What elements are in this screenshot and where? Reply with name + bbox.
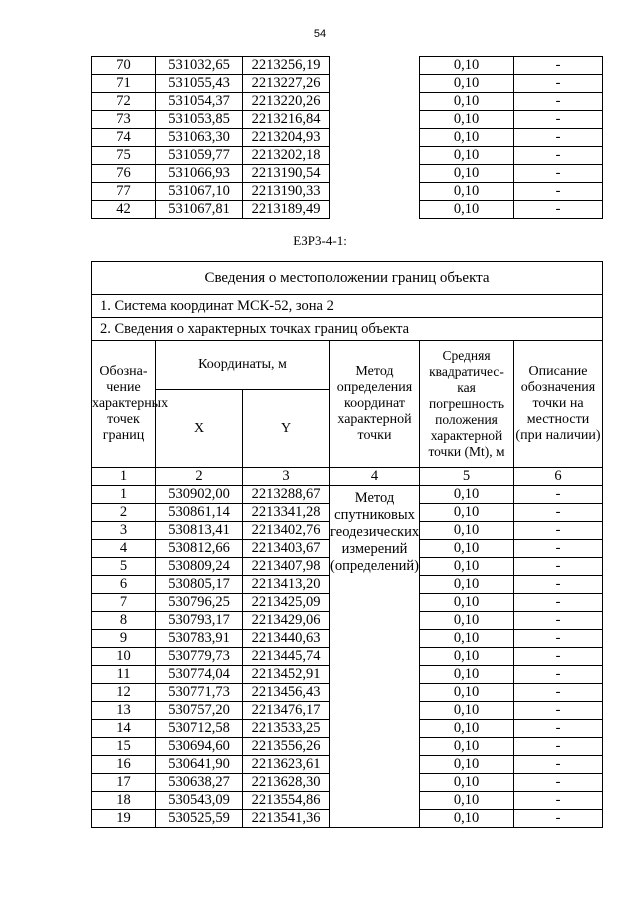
x-coordinate-cell: 531063,30 xyxy=(156,129,243,147)
boundary-points-table xyxy=(91,261,603,828)
x-coordinate-cell: 530861,14 xyxy=(156,504,243,522)
table-row xyxy=(92,57,603,75)
description-cell: - xyxy=(514,756,603,774)
description-cell: - xyxy=(514,774,603,792)
y-coordinate-cell: 2213190,33 xyxy=(243,183,330,201)
table-title: Сведения о местоположении границ объекта xyxy=(92,262,603,295)
error-cell: 0,10 xyxy=(420,504,514,522)
page-number: 54 xyxy=(313,28,327,40)
x-coordinate-cell: 530793,17 xyxy=(156,612,243,630)
method-gap-cell xyxy=(330,129,420,147)
description-cell: - xyxy=(514,666,603,684)
point-number-cell: 2 xyxy=(92,504,156,522)
point-number-cell: 76 xyxy=(92,165,156,183)
x-coordinate-cell: 530525,59 xyxy=(156,810,243,828)
description-cell: - xyxy=(514,111,603,129)
error-cell: 0,10 xyxy=(420,558,514,576)
point-number-cell: 17 xyxy=(92,774,156,792)
column-number-cell: 5 xyxy=(420,468,514,486)
x-coordinate-cell: 530771,73 xyxy=(156,684,243,702)
continuation-table xyxy=(91,56,603,219)
error-cell: 0,10 xyxy=(420,630,514,648)
point-number-cell: 75 xyxy=(92,147,156,165)
header-coords: Координаты, м xyxy=(156,341,330,390)
x-coordinate-cell: 531066,93 xyxy=(156,165,243,183)
description-cell: - xyxy=(514,792,603,810)
point-number-cell: 13 xyxy=(92,702,156,720)
column-numbers-row xyxy=(92,468,603,486)
error-cell: 0,10 xyxy=(420,522,514,540)
method-gap-cell xyxy=(330,75,420,93)
x-coordinate-cell: 530813,41 xyxy=(156,522,243,540)
y-coordinate-cell: 2213403,67 xyxy=(243,540,330,558)
x-coordinate-cell: 531067,81 xyxy=(156,201,243,219)
description-cell: - xyxy=(514,129,603,147)
header-designation: Обозна-чение характерных точек границ xyxy=(92,341,156,468)
description-cell: - xyxy=(514,738,603,756)
point-number-cell: 15 xyxy=(92,738,156,756)
section-label: ЕЗР3-4-1: xyxy=(293,233,347,248)
column-number-cell: 4 xyxy=(330,468,420,486)
error-cell: 0,10 xyxy=(420,129,514,147)
error-cell: 0,10 xyxy=(420,648,514,666)
error-cell: 0,10 xyxy=(420,165,514,183)
point-number-cell: 19 xyxy=(92,810,156,828)
description-cell: - xyxy=(514,630,603,648)
x-coordinate-cell: 530809,24 xyxy=(156,558,243,576)
y-coordinate-cell: 2213341,28 xyxy=(243,504,330,522)
x-coordinate-cell: 530779,73 xyxy=(156,648,243,666)
description-cell: - xyxy=(514,183,603,201)
method-gap-cell xyxy=(330,183,420,201)
table-row xyxy=(92,147,603,165)
point-number-cell: 70 xyxy=(92,57,156,75)
error-cell: 0,10 xyxy=(420,75,514,93)
description-cell: - xyxy=(514,648,603,666)
y-coordinate-cell: 2213623,61 xyxy=(243,756,330,774)
y-coordinate-cell: 2213227,26 xyxy=(243,75,330,93)
error-cell: 0,10 xyxy=(420,540,514,558)
error-cell: 0,10 xyxy=(420,57,514,75)
description-cell: - xyxy=(514,504,603,522)
error-cell: 0,10 xyxy=(420,666,514,684)
x-coordinate-cell: 530641,90 xyxy=(156,756,243,774)
point-number-cell: 3 xyxy=(92,522,156,540)
error-cell: 0,10 xyxy=(420,810,514,828)
description-cell: - xyxy=(514,702,603,720)
point-number-cell: 11 xyxy=(92,666,156,684)
x-coordinate-cell: 531032,65 xyxy=(156,57,243,75)
y-coordinate-cell: 2213541,36 xyxy=(243,810,330,828)
y-coordinate-cell: 2213429,06 xyxy=(243,612,330,630)
error-cell: 0,10 xyxy=(420,486,514,504)
point-number-cell: 1 xyxy=(92,486,156,504)
y-coordinate-cell: 2213556,26 xyxy=(243,738,330,756)
method-gap-cell xyxy=(330,165,420,183)
description-cell: - xyxy=(514,720,603,738)
header-y: Y xyxy=(243,390,330,468)
x-coordinate-cell: 530757,20 xyxy=(156,702,243,720)
point-number-cell: 9 xyxy=(92,630,156,648)
continuation-table-body xyxy=(92,57,603,219)
description-cell: - xyxy=(514,147,603,165)
y-coordinate-cell: 2213554,86 xyxy=(243,792,330,810)
point-number-cell: 73 xyxy=(92,111,156,129)
header-description: Описание обозначения точки на местности (при наличии) xyxy=(514,341,603,468)
x-coordinate-cell: 531055,43 xyxy=(156,75,243,93)
error-cell: 0,10 xyxy=(420,183,514,201)
y-coordinate-cell: 2213533,25 xyxy=(243,720,330,738)
y-coordinate-cell: 2213407,98 xyxy=(243,558,330,576)
error-cell: 0,10 xyxy=(420,720,514,738)
x-coordinate-cell: 530805,17 xyxy=(156,576,243,594)
description-cell: - xyxy=(514,75,603,93)
point-number-cell: 74 xyxy=(92,129,156,147)
method-cell: Метод спутниковых геодезических измерений (определений) xyxy=(330,486,420,828)
y-coordinate-cell: 2213456,43 xyxy=(243,684,330,702)
points-info-line: 2. Сведения о характерных точках границ объекта xyxy=(92,318,603,341)
column-number-cell: 3 xyxy=(243,468,330,486)
header-error: Средняя квадратичес-кая погрешность положения характерной точки (Mt), м xyxy=(420,341,514,468)
y-coordinate-cell: 2213189,49 xyxy=(243,201,330,219)
y-coordinate-cell: 2213204,93 xyxy=(243,129,330,147)
point-number-cell: 5 xyxy=(92,558,156,576)
error-cell: 0,10 xyxy=(420,594,514,612)
point-number-cell: 42 xyxy=(92,201,156,219)
description-cell: - xyxy=(514,558,603,576)
table-row xyxy=(92,129,603,147)
table-row xyxy=(92,165,603,183)
y-coordinate-cell: 2213628,30 xyxy=(243,774,330,792)
description-cell: - xyxy=(514,93,603,111)
header-x: X xyxy=(156,390,243,468)
point-number-cell: 14 xyxy=(92,720,156,738)
point-number-cell: 71 xyxy=(92,75,156,93)
description-cell: - xyxy=(514,201,603,219)
error-cell: 0,10 xyxy=(420,201,514,219)
error-cell: 0,10 xyxy=(420,111,514,129)
x-coordinate-cell: 530796,25 xyxy=(156,594,243,612)
x-coordinate-cell: 530638,27 xyxy=(156,774,243,792)
y-coordinate-cell: 2213425,09 xyxy=(243,594,330,612)
column-number-cell: 1 xyxy=(92,468,156,486)
description-cell: - xyxy=(514,612,603,630)
x-coordinate-cell: 531054,37 xyxy=(156,93,243,111)
error-cell: 0,10 xyxy=(420,684,514,702)
error-cell: 0,10 xyxy=(420,756,514,774)
description-cell: - xyxy=(514,165,603,183)
y-coordinate-cell: 2213476,17 xyxy=(243,702,330,720)
error-cell: 0,10 xyxy=(420,93,514,111)
table-row xyxy=(92,486,603,504)
boundary-points-table-body xyxy=(92,262,603,828)
coordinate-system-line: 1. Система координат МСК-52, зона 2 xyxy=(92,295,603,318)
error-cell: 0,10 xyxy=(420,774,514,792)
method-gap-cell xyxy=(330,147,420,165)
error-cell: 0,10 xyxy=(420,147,514,165)
error-cell: 0,10 xyxy=(420,576,514,594)
description-cell: - xyxy=(514,594,603,612)
error-cell: 0,10 xyxy=(420,792,514,810)
x-coordinate-cell: 530543,09 xyxy=(156,792,243,810)
point-number-cell: 6 xyxy=(92,576,156,594)
x-coordinate-cell: 530694,60 xyxy=(156,738,243,756)
x-coordinate-cell: 530712,58 xyxy=(156,720,243,738)
error-cell: 0,10 xyxy=(420,738,514,756)
y-coordinate-cell: 2213440,63 xyxy=(243,630,330,648)
x-coordinate-cell: 530812,66 xyxy=(156,540,243,558)
description-cell: - xyxy=(514,522,603,540)
y-coordinate-cell: 2213288,67 xyxy=(243,486,330,504)
description-cell: - xyxy=(514,486,603,504)
y-coordinate-cell: 2213216,84 xyxy=(243,111,330,129)
column-number-cell: 6 xyxy=(514,468,603,486)
point-number-cell: 18 xyxy=(92,792,156,810)
point-number-cell: 12 xyxy=(92,684,156,702)
description-cell: - xyxy=(514,540,603,558)
y-coordinate-cell: 2213220,26 xyxy=(243,93,330,111)
point-number-cell: 16 xyxy=(92,756,156,774)
point-number-cell: 77 xyxy=(92,183,156,201)
description-cell: - xyxy=(514,57,603,75)
description-cell: - xyxy=(514,684,603,702)
y-coordinate-cell: 2213202,18 xyxy=(243,147,330,165)
table-row xyxy=(92,201,603,219)
x-coordinate-cell: 530902,00 xyxy=(156,486,243,504)
table-row xyxy=(92,75,603,93)
point-number-cell: 4 xyxy=(92,540,156,558)
method-gap-cell xyxy=(330,111,420,129)
y-coordinate-cell: 2213413,20 xyxy=(243,576,330,594)
point-number-cell: 8 xyxy=(92,612,156,630)
table-row xyxy=(92,93,603,111)
error-cell: 0,10 xyxy=(420,612,514,630)
y-coordinate-cell: 2213445,74 xyxy=(243,648,330,666)
y-coordinate-cell: 2213452,91 xyxy=(243,666,330,684)
point-number-cell: 7 xyxy=(92,594,156,612)
y-coordinate-cell: 2213256,19 xyxy=(243,57,330,75)
point-number-cell: 10 xyxy=(92,648,156,666)
table-row xyxy=(92,111,603,129)
x-coordinate-cell: 531053,85 xyxy=(156,111,243,129)
column-number-cell: 2 xyxy=(156,468,243,486)
y-coordinate-cell: 2213190,54 xyxy=(243,165,330,183)
x-coordinate-cell: 530783,91 xyxy=(156,630,243,648)
header-method: Метод определения координат характерной точки xyxy=(330,341,420,468)
error-cell: 0,10 xyxy=(420,702,514,720)
x-coordinate-cell: 531067,10 xyxy=(156,183,243,201)
x-coordinate-cell: 530774,04 xyxy=(156,666,243,684)
method-gap-cell xyxy=(330,93,420,111)
table-row xyxy=(92,183,603,201)
x-coordinate-cell: 531059,77 xyxy=(156,147,243,165)
description-cell: - xyxy=(514,810,603,828)
method-gap-cell xyxy=(330,201,420,219)
point-number-cell: 72 xyxy=(92,93,156,111)
method-gap-cell xyxy=(330,57,420,75)
description-cell: - xyxy=(514,576,603,594)
y-coordinate-cell: 2213402,76 xyxy=(243,522,330,540)
